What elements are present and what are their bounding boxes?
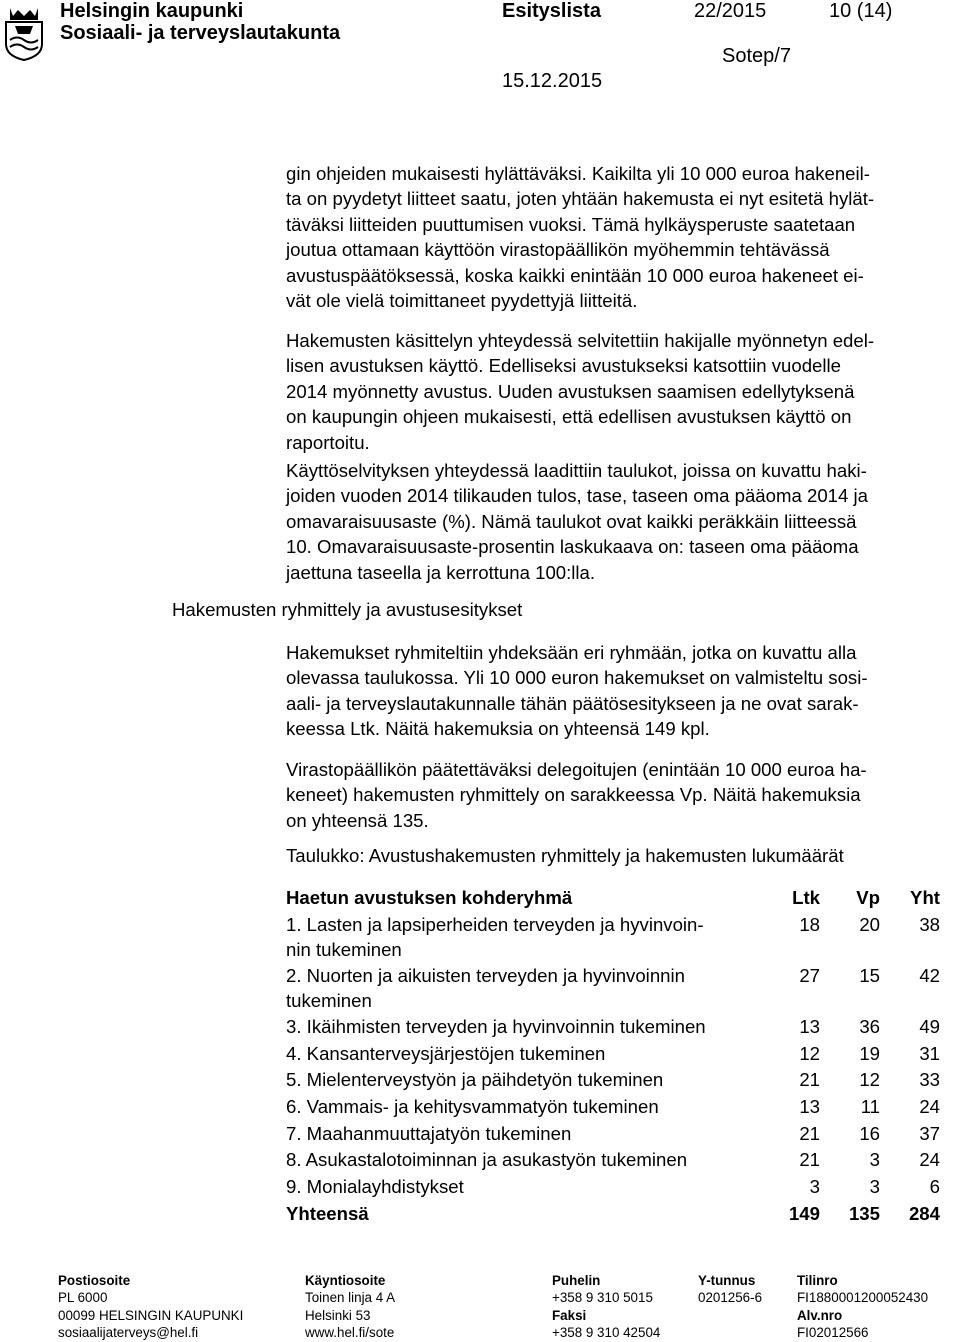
footer-visit-address: Käyntiosoite Toinen linja 4 A Helsinki 53 www.hel.fi/sote: [305, 1273, 396, 1341]
paragraph-previous-grant: Hakemusten käsittelyn yhteydessä selvitettiin hakijalle myönnetyn edel- lisen avustuksen käyttö. Edelliseksi avustukseksi katsottiin vuodelle 2014 myönnetty avustus. Uuden avustuksen saamisen edellytyksenä on kaupungin ohjeen mukaisesti, että edellisen avustuksen käyttö on raportoitu.: [286, 330, 875, 453]
paragraph-delegated: Virastopäällikön päätettäväksi delegoitujen (enintään 10 000 euroa ha- keneet) hakemusten ryhmittely on sarakkeessa Vp. Näitä hakemuksia on yhteensä 135.: [286, 759, 867, 831]
header-org: Helsingin kaupunki: [60, 0, 244, 22]
paragraph-rejection: gin ohjeiden mukaisesti hylättäväksi. Kaikilta yli 10 000 euroa hakeneil- ta on pyydetyt liitteet saatu, joten yhtään hakemusta ei nyt esitetä hylät- täväksi liitteiden puuttumisen vuoksi. Tämä hylkäysperuste saatetaan joutua ottamaan käyttöön virastopäällikön myöhemmin tehtävässä avustuspäätöksessä, koska kaikki enintään 10 000 euroa hakeneet ei- vät ole vielä toimittaneet pyydettyjä liitteitä.: [286, 163, 875, 312]
table-row: 1. Lasten ja lapsiperheiden terveyden ja hyvinvoin- nin tukeminen 18 20 38: [286, 914, 940, 961]
footer-postal-address: Postiosoite PL 6000 00099 HELSINGIN KAUPUNKI sosiaalijaterveys@hel.fi: [58, 1273, 244, 1341]
paragraph-grouping: Hakemukset ryhmiteltiin yhdeksään eri ryhmään, jotka on kuvattu alla olevassa taulukossa. Yli 10 000 euron hakemukset on valmisteltu sosi- aali- ja terveyslautakunnalle tähän päätösesitykseen ja ne ovat sarak- keessa Ltk. Näitä hakemuksia on yhteensä 149 kpl.: [286, 642, 868, 740]
table-header-row: [286, 885, 946, 912]
header-doc-type: Esityslista: [502, 0, 601, 22]
header-ltk: Ltk: [792, 887, 820, 908]
table-row: 7. Maahanmuuttajatyön tukeminen 21 16 37: [286, 1122, 940, 1144]
table-row: 6. Vammais- ja kehitysvammatyön tukeminen 13 11 24: [286, 1096, 940, 1118]
header-target-group: Haetun avustuksen kohderyhmä: [286, 887, 573, 908]
header-yht: Yht: [910, 887, 940, 908]
header-doc-number: 22/2015: [694, 0, 767, 22]
header-vp: Vp: [856, 887, 880, 908]
table-row: 4. Kansanterveysjärjestöjen tukeminen 12 19 31: [286, 1042, 940, 1064]
footer-website-link[interactable]: www.hel.fi/sote: [305, 1325, 395, 1341]
applications-table: [286, 885, 946, 1228]
helsinki-crest-logo: [2, 2, 46, 62]
header-page: 10 (14): [829, 0, 893, 22]
table-row: 2. Nuorten ja aikuisten terveyden ja hyvinvoinnin tukeminen 27 15 42: [286, 965, 940, 1012]
footer-account: Tilinro FI1880001200052430 Alv.nro FI02012566: [797, 1273, 929, 1341]
footer-phone: Puhelin +358 9 310 5015 Faksi +358 9 310 42504: [552, 1273, 661, 1341]
table-row: 9. Monialayhdistykset 3 3 6: [286, 1176, 940, 1198]
header-board: Sosiaali- ja terveyslautakunta: [60, 22, 341, 44]
header-section: Sotep/7: [722, 45, 791, 67]
table-row: 5. Mielenterveystyön ja päihdetyön tukeminen 21 12 33: [286, 1069, 940, 1091]
table-total-row: Yhteensä 149 135 284: [286, 1202, 940, 1224]
table-row: 8. Asukastalotoiminnan ja asukastyön tukeminen 21 3 24: [286, 1149, 940, 1171]
table-caption: Taulukko: Avustushakemusten ryhmittely ja hakemusten lukumäärät: [286, 845, 844, 866]
footer-business-id: Y-tunnus 0201256-6: [698, 1273, 763, 1306]
paragraph-usage-report: Käyttöselvityksen yhteydessä laadittiin taulukot, joissa on kuvattu haki- joiden vuoden 2014 tilikauden tulos, tase, taseen oma pääoma 2014 ja omavaraisuusaste (%). Nämä taulukot ovat kaikki peräkkäin liitteessä 10. Omavaraisuusaste-prosentin laskukaava on: taseen oma pääoma jaettuna taseella ja kerrottuna 100:lla.: [286, 460, 868, 583]
table-row: 3. Ikäihmisten terveyden ja hyvinvoinnin tukeminen 13 36 49: [286, 1016, 940, 1037]
section-heading: Hakemusten ryhmittely ja avustusesitykset: [172, 599, 523, 620]
header-date: 15.12.2015: [502, 70, 603, 92]
